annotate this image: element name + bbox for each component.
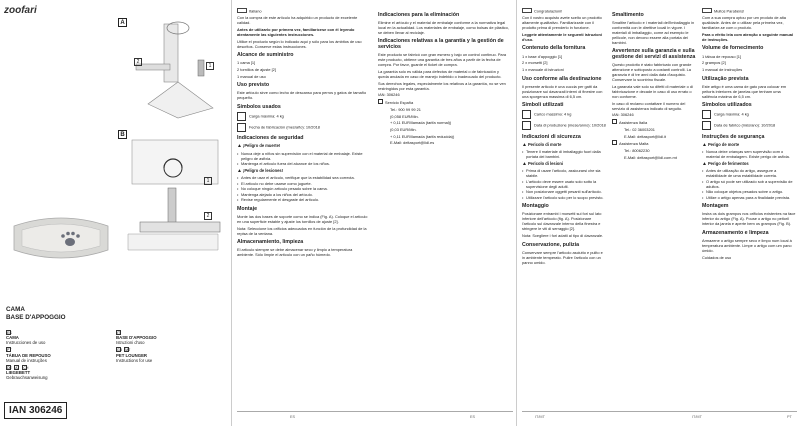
es-h-safety: Indicaciones de seguridad: [237, 135, 304, 142]
list-item: • O artigo só pode ser utilizado sob a supervisão de adultos.: [702, 179, 796, 189]
it-storage: Conservare sempre l'articolo asciutto e pulito e in ambiente temperato. Pulire l'articolo con un panno umido.: [522, 249, 603, 265]
flag-es-badge: ES: [7, 331, 12, 335]
brand-logo: zoofari: [4, 5, 37, 16]
pt-column: [702, 8, 796, 261]
list-item: • Mantenga el artículo fuera del alcance de los niños.: [237, 161, 369, 166]
figure-b: [118, 130, 230, 260]
lang-it: IT BASE D'APPOGGIO Istruzioni d'uso: [116, 331, 157, 346]
es-para: Utilice el producto según lo indicado aquí y sólo para los ámbitos de uso descritos. Conserve estas instrucciones.: [237, 38, 362, 49]
factory-icon: [237, 123, 246, 132]
it-warning: Leggete attentamente le seguenti istruzioni d'uso.: [522, 31, 602, 42]
es-use: Este artículo sirve como lecho de descanso para perros y gatos de tamaño pequeño.: [237, 90, 367, 101]
it-service1-title: Assistenza Italia: [612, 119, 696, 125]
weight-icon: [522, 110, 531, 119]
es-warranty: Este producto se fabricó con gran esmero y bajo un control continuo. Para este producto, obtiene una garantía de tres años a partir de la fecha de compra. Por favor, guarde el ticket de compra.: [378, 52, 507, 68]
pt-use: Este artigo é uma cama de gato para colocar em peitoris interiores de janelas que tenham uma saliência máxima de 6,5 cm.: [702, 83, 787, 99]
es-h-assembly: Montaje: [237, 205, 258, 212]
figure-a-label: A: [118, 18, 127, 27]
pt-h-safety: Instruções de segurança: [702, 133, 765, 140]
cover-title: [6, 306, 66, 321]
figure-a-illustration: [118, 18, 230, 128]
es-warranty3: Sus derechos legales, especialmente los relativos a la garantía, no se ven restringidos por esta garantía.: [378, 80, 506, 91]
pt-intro: Com a sua compra optou por um produto de alta qualidade. Antes de o utilizar pela primeira vez, familiarize-se com o produto.: [702, 15, 786, 31]
es-h-use: Uso previsto: [237, 82, 270, 89]
warning-icon: ▲: [237, 143, 242, 150]
list-item: • Antes de utilização do artigo, assegure a estabilidade de uma estabilidade correta.: [702, 168, 796, 178]
callout-b1: 1: [204, 177, 212, 185]
pt-supply-2: 1 manual de instruções: [702, 66, 743, 72]
warning-icon: ▲: [522, 160, 527, 167]
it-disposal: Smaltire l'articolo e i materiali dell'imballaggio in conformità con le direttive locali in vigore. I materiali di imballaggio, come ad esempio le pellicole, non devono essere alla portata dei bambini.: [612, 19, 695, 45]
it-intro: Con il vostro acquisto avete scelto un prodotto altamente qualitativo. Familiarizzate con il prodotto prima di prenderlo in funzione.: [522, 15, 602, 31]
it-note: Nota: Scegliere i fori adatti al tipo di davanzale.: [522, 233, 604, 239]
factory-icon: [522, 121, 531, 130]
flag-icon: [702, 8, 712, 13]
pt-storage: Armazene o artigo sempre seco e limpo num local à temperatura ambiente. Limpe o artigo com um pano úmido.: [702, 238, 792, 254]
it-h-disposal: Smaltimento: [612, 11, 644, 18]
list-item: • Antes de usar el artículo, verifique que la estabilidad sea correcta.: [237, 175, 369, 180]
pt-danger1: ▲Perigo de morte: [702, 141, 740, 148]
it-ian: IAN: 306246: [612, 112, 634, 118]
spanish-page: [232, 0, 517, 426]
list-item: • Utilize o artigo apenas para a finalidade prevista.: [702, 195, 796, 200]
flag-icon: [522, 8, 532, 13]
pt-supply-1: 2 grampos [2]: [702, 60, 726, 66]
es-service-line: + 0,11 EUR/llamada (tarifa reducida)): [390, 133, 455, 139]
es-service-line: Tel.: 900 99 99 21: [390, 106, 421, 112]
it-warranty2: La garanzia vale solo su difetti di materiale o di fabbricazione e decade in caso di uso errato o non conforme.: [612, 84, 693, 100]
flag-at-badge: AT: [15, 365, 20, 370]
pt-footer: Cuidados de uso: [702, 254, 732, 260]
es-service-line: (0,058 EUR/Min.: [390, 113, 419, 119]
warning-icon: ▲: [702, 141, 707, 148]
it-sym2: Data di produzione (mese/anno): 10/2018: [522, 121, 606, 130]
es-danger1: ▲¡Peligro de muerte!: [237, 143, 281, 150]
es-supply-2: 1 manual de uso: [237, 73, 266, 79]
es-h-symbols: Símbolos usados: [237, 103, 281, 110]
it-danger2: ▲Pericolo di lesioni: [522, 160, 563, 167]
it-content-2: 1 x manuale di istruzioni: [522, 66, 564, 72]
it-service1-tel: Tel.: 02 36003201: [624, 126, 655, 132]
list-item: • Revise regularmente el desgaste del artículo.: [237, 197, 369, 202]
es-service-block: Servicio España Tel.: 900 99 99 21 (0,058 EUR/Min. + 0,11 EUR/llamada (tarifa normal)) (0,03 EUR/Min. + 0,11 EUR/llamada (tarifa reducida)) E-Mail: deltasport@lidl.es: [378, 99, 510, 145]
lang-es: ES CAMA Instrucciones de uso: [6, 331, 46, 346]
list-item: • No coloque ningún artículo pesado sobre la cama.: [237, 186, 369, 191]
flag-de-badge: DE: [7, 365, 12, 370]
page-number-it-1: IT/MT: [535, 415, 545, 419]
flag-es-icon: [378, 99, 383, 104]
callout-1: 1: [206, 62, 214, 70]
weight-icon: [702, 110, 711, 119]
warning-icon: ▲: [237, 168, 242, 174]
es-assembly: Monte las dos bases de soporte como se indica (Fig. A). Coloque el artículo en una superficie estable y ajuste los tornillos de ajuste [2].: [237, 214, 368, 225]
lang-pt: PT TÁBUA DE REPOUSO Manual de instruções: [6, 348, 51, 363]
es-danger2: ▲¡Peligro de lesiones!: [237, 168, 283, 174]
es-service-line: + 0,11 EUR/llamada (tarifa normal)): [390, 120, 452, 126]
pt-h-storage: Armazenamento e limpeza: [702, 229, 769, 236]
list-item: • Nunca deixe crianças sem supervisão com o material de embalagem. Existe perigo de asfixia.: [702, 149, 796, 159]
ian-box: IAN 306246: [4, 402, 67, 419]
es-intro: Con la compra de este artículo ha adquirido un producto de excelente calidad.: [237, 15, 358, 26]
es-sym2: Fecha de fabricación (mes/año): 10/2018: [237, 123, 369, 132]
list-item: • Não coloque objetos pesados sobre o artigo.: [702, 189, 796, 194]
flag-it-icon: [612, 119, 617, 124]
page-number-pt: PT: [787, 415, 792, 419]
es-right-column: [378, 8, 510, 147]
it-h-warranty: Avvertenze sulla garanzia e sulla gestione dei servizi di assistenza: [612, 48, 696, 61]
pt-h-use: Utilização prevista: [702, 75, 749, 82]
it-service2-mail: E-Mail: deltasport@lidl.com.mt: [624, 154, 677, 160]
it-intended: Il presente articolo è una cuccia per gatti da posizionare sui davanzali interni di finestre con una sporgenza massima di 6,5 cm.: [522, 83, 603, 99]
it-warranty: Questo prodotto è stato fabbricato con grande attenzione e sottoposto a costanti controlli. La garanzia è di tre anni dalla data d'acquisto. Conservare lo scontrino fiscale.: [612, 62, 692, 83]
figure-b-label: B: [118, 130, 127, 139]
es-h-storage: Almacenamiento, limpieza: [237, 239, 304, 246]
figure-b-illustration: [118, 130, 230, 260]
es-nota: Nota: Seleccione los orificios adecuados en función de la profundidad de la repisa de la ventana.: [237, 225, 367, 236]
pt-h-assembly: Montagem: [702, 203, 729, 210]
it-danger1: ▲Pericolo di morte: [522, 141, 562, 148]
product-image: [8, 206, 114, 268]
it-warranty3: In caso di reclamo contattare il numero del servizio di assistenza indicato di seguito.: [612, 100, 686, 111]
figure-a: [118, 18, 230, 128]
lang-de: DE AT CH LIEGEBETT Gebrauchsanweisung: [6, 365, 48, 381]
list-item: • Utilizzare l'articolo solo per lo scopo previsto.: [522, 195, 606, 200]
flag-it-badge: IT: [117, 331, 121, 335]
list-item: • Tenere il materiale di imballaggio fuori dalla portata dei bambini.: [522, 149, 606, 159]
es-disposal: Elimine el artículo y el material de embalaje conforme a la normativa legal local en la actualidad. Los materiales de embalaje, como bolsas de plástico, se deben llevar al reciclaje.: [378, 19, 509, 35]
pt-h-symbols: Símbolos utilizados: [702, 102, 752, 109]
es-storage: El artículo siempre se debe almacenar seco y limpio a temperatura ambiente. Sólo limpie el artículo con un paño húmedo.: [237, 247, 353, 258]
it-h-storage: Conservazione, pulizia: [522, 241, 580, 248]
es-service-mail: E-Mail: deltasport@lidl.es: [390, 140, 435, 146]
es-h-supply: Alcance de suministro: [237, 52, 294, 59]
page-number-es-1: ES: [290, 415, 296, 419]
pt-supply-0: 1 tábua de repouso [1]: [702, 53, 741, 59]
lang-gb: GB MT PET LOUNGER Instructions for use: [116, 348, 153, 363]
callout-b2: 2: [204, 212, 212, 220]
warning-icon: ▲: [522, 141, 527, 148]
it-content-1: 2 x morsetti [2]: [522, 60, 548, 66]
pt-sym1: Carga máxima: 4 kg: [702, 110, 796, 119]
it-h-assembly: Montaggio: [522, 203, 549, 210]
pt-congrats: Muitos Parabéns!: [702, 8, 796, 14]
es-ian: IAN: 306246: [378, 92, 400, 98]
list-item: • El artículo no debe usarse como juguete.: [237, 181, 369, 186]
es-service-line: (0,03 EUR/Min.: [390, 126, 417, 132]
callout-2: 2: [134, 58, 142, 66]
flag-ch-badge: CH: [23, 365, 29, 370]
es-warranty2: La garantía solo es válida para defectos de material o de fabricación y queda anulada en caso de manejo indebido o inadecuado del producto.: [378, 69, 502, 80]
it-h-intended: Uso conforme alla destinazione: [522, 75, 602, 82]
it-content-0: 1 x base d'appoggio [1]: [522, 53, 563, 59]
it-service2-tel: Tel.: 80062230: [624, 147, 650, 153]
factory-icon: [702, 121, 711, 130]
list-item: • Mantenga alejado a los niños del artículo.: [237, 192, 369, 197]
flag-gb-badge: GB: [117, 348, 123, 353]
it-h-safety: Indicazioni di sicurezza: [522, 133, 581, 140]
es-warning: Antes de utilizarlo por primera vez, familiarícese con él leyendo atentamente las siguientes instrucciones.: [237, 26, 355, 37]
es-left-column: [237, 8, 369, 259]
title-line-2: BASE D'APPOGGIO: [6, 313, 66, 321]
flag-pt-badge: PT: [7, 348, 12, 353]
it-left-column: [522, 8, 606, 266]
list-item: • Non posizionare oggetti pesanti sull'articolo.: [522, 189, 606, 194]
page-number-it-2: IT/MT: [692, 415, 702, 419]
it-sym1: Carico massimo: 4 kg: [522, 110, 606, 119]
flag-mt-badge: MT: [125, 348, 131, 353]
weight-icon: [237, 112, 246, 121]
pt-assembly: Insira os dois grampos nos orifícios existentes na face inferior do artigo (Fig. A). Pouse o artigo no peitoril interior da janela e aperte bem os grampos (Fig. B).: [702, 211, 796, 227]
es-sym1: Carga máxima: 4 kg: [237, 112, 369, 121]
es-supply-0: 1 cama [1]: [237, 60, 256, 66]
cover-page: [0, 0, 232, 426]
es-supply-1: 2 tornillos de ajuste [2]: [237, 66, 276, 72]
pt-warning: Para o efeito leia com atenção o seguinte manual de instruções.: [702, 31, 794, 42]
warning-icon: ▲: [702, 160, 707, 167]
it-h-content: Contenuto della fornitura: [522, 45, 586, 52]
it-service2-title: Assistenza Malta: [612, 140, 696, 146]
it-service1-mail: E-Mail: deltasport@lidl.it: [624, 133, 667, 139]
pt-danger2: ▲Perigo de ferimentos: [702, 160, 749, 167]
flag-icon: [237, 8, 247, 13]
es-h-warranty: Indicaciones relativas a la garantía y la gestión de servicios: [378, 38, 504, 51]
pt-h-supply: Volume de fornecimento: [702, 45, 764, 52]
list-item: • L'articolo deve essere usato solo sotto la supervisione degli adulti.: [522, 179, 606, 189]
page-number-es-2: ES: [470, 415, 476, 419]
it-assembly: Posizionare entrambi i morsetti sui fori sul lato inferiore dell'articolo (fig. A). Posizionare l'articolo sul davanzale interno della finestra e stringere le viti di serraggio [2].: [522, 211, 602, 232]
it-right-column: [612, 8, 696, 161]
language-list: [6, 330, 226, 380]
it-h-symbols: Simboli utilizzati: [522, 102, 564, 109]
list-item: • Prima di usare l'articolo, assicurarsi che sia stabile.: [522, 168, 606, 178]
es-flag-label: Italiano: [237, 8, 369, 14]
it-congrats: Congratulazioni!: [522, 8, 606, 14]
pt-sym2: Data de fabrico (mês/ano): 10/2018: [702, 121, 796, 130]
divider: [522, 411, 797, 412]
divider: [237, 411, 513, 412]
italian-page: [517, 0, 802, 426]
list-item: • Nunca deje a niños sin supervisión con el material de embalaje. Existe peligro de asfixia.: [237, 151, 369, 161]
title-line-1: CAMA: [6, 306, 25, 313]
flag-mt-icon: [612, 140, 617, 145]
es-h-disposal: Indicaciones para la eliminación: [378, 11, 460, 18]
